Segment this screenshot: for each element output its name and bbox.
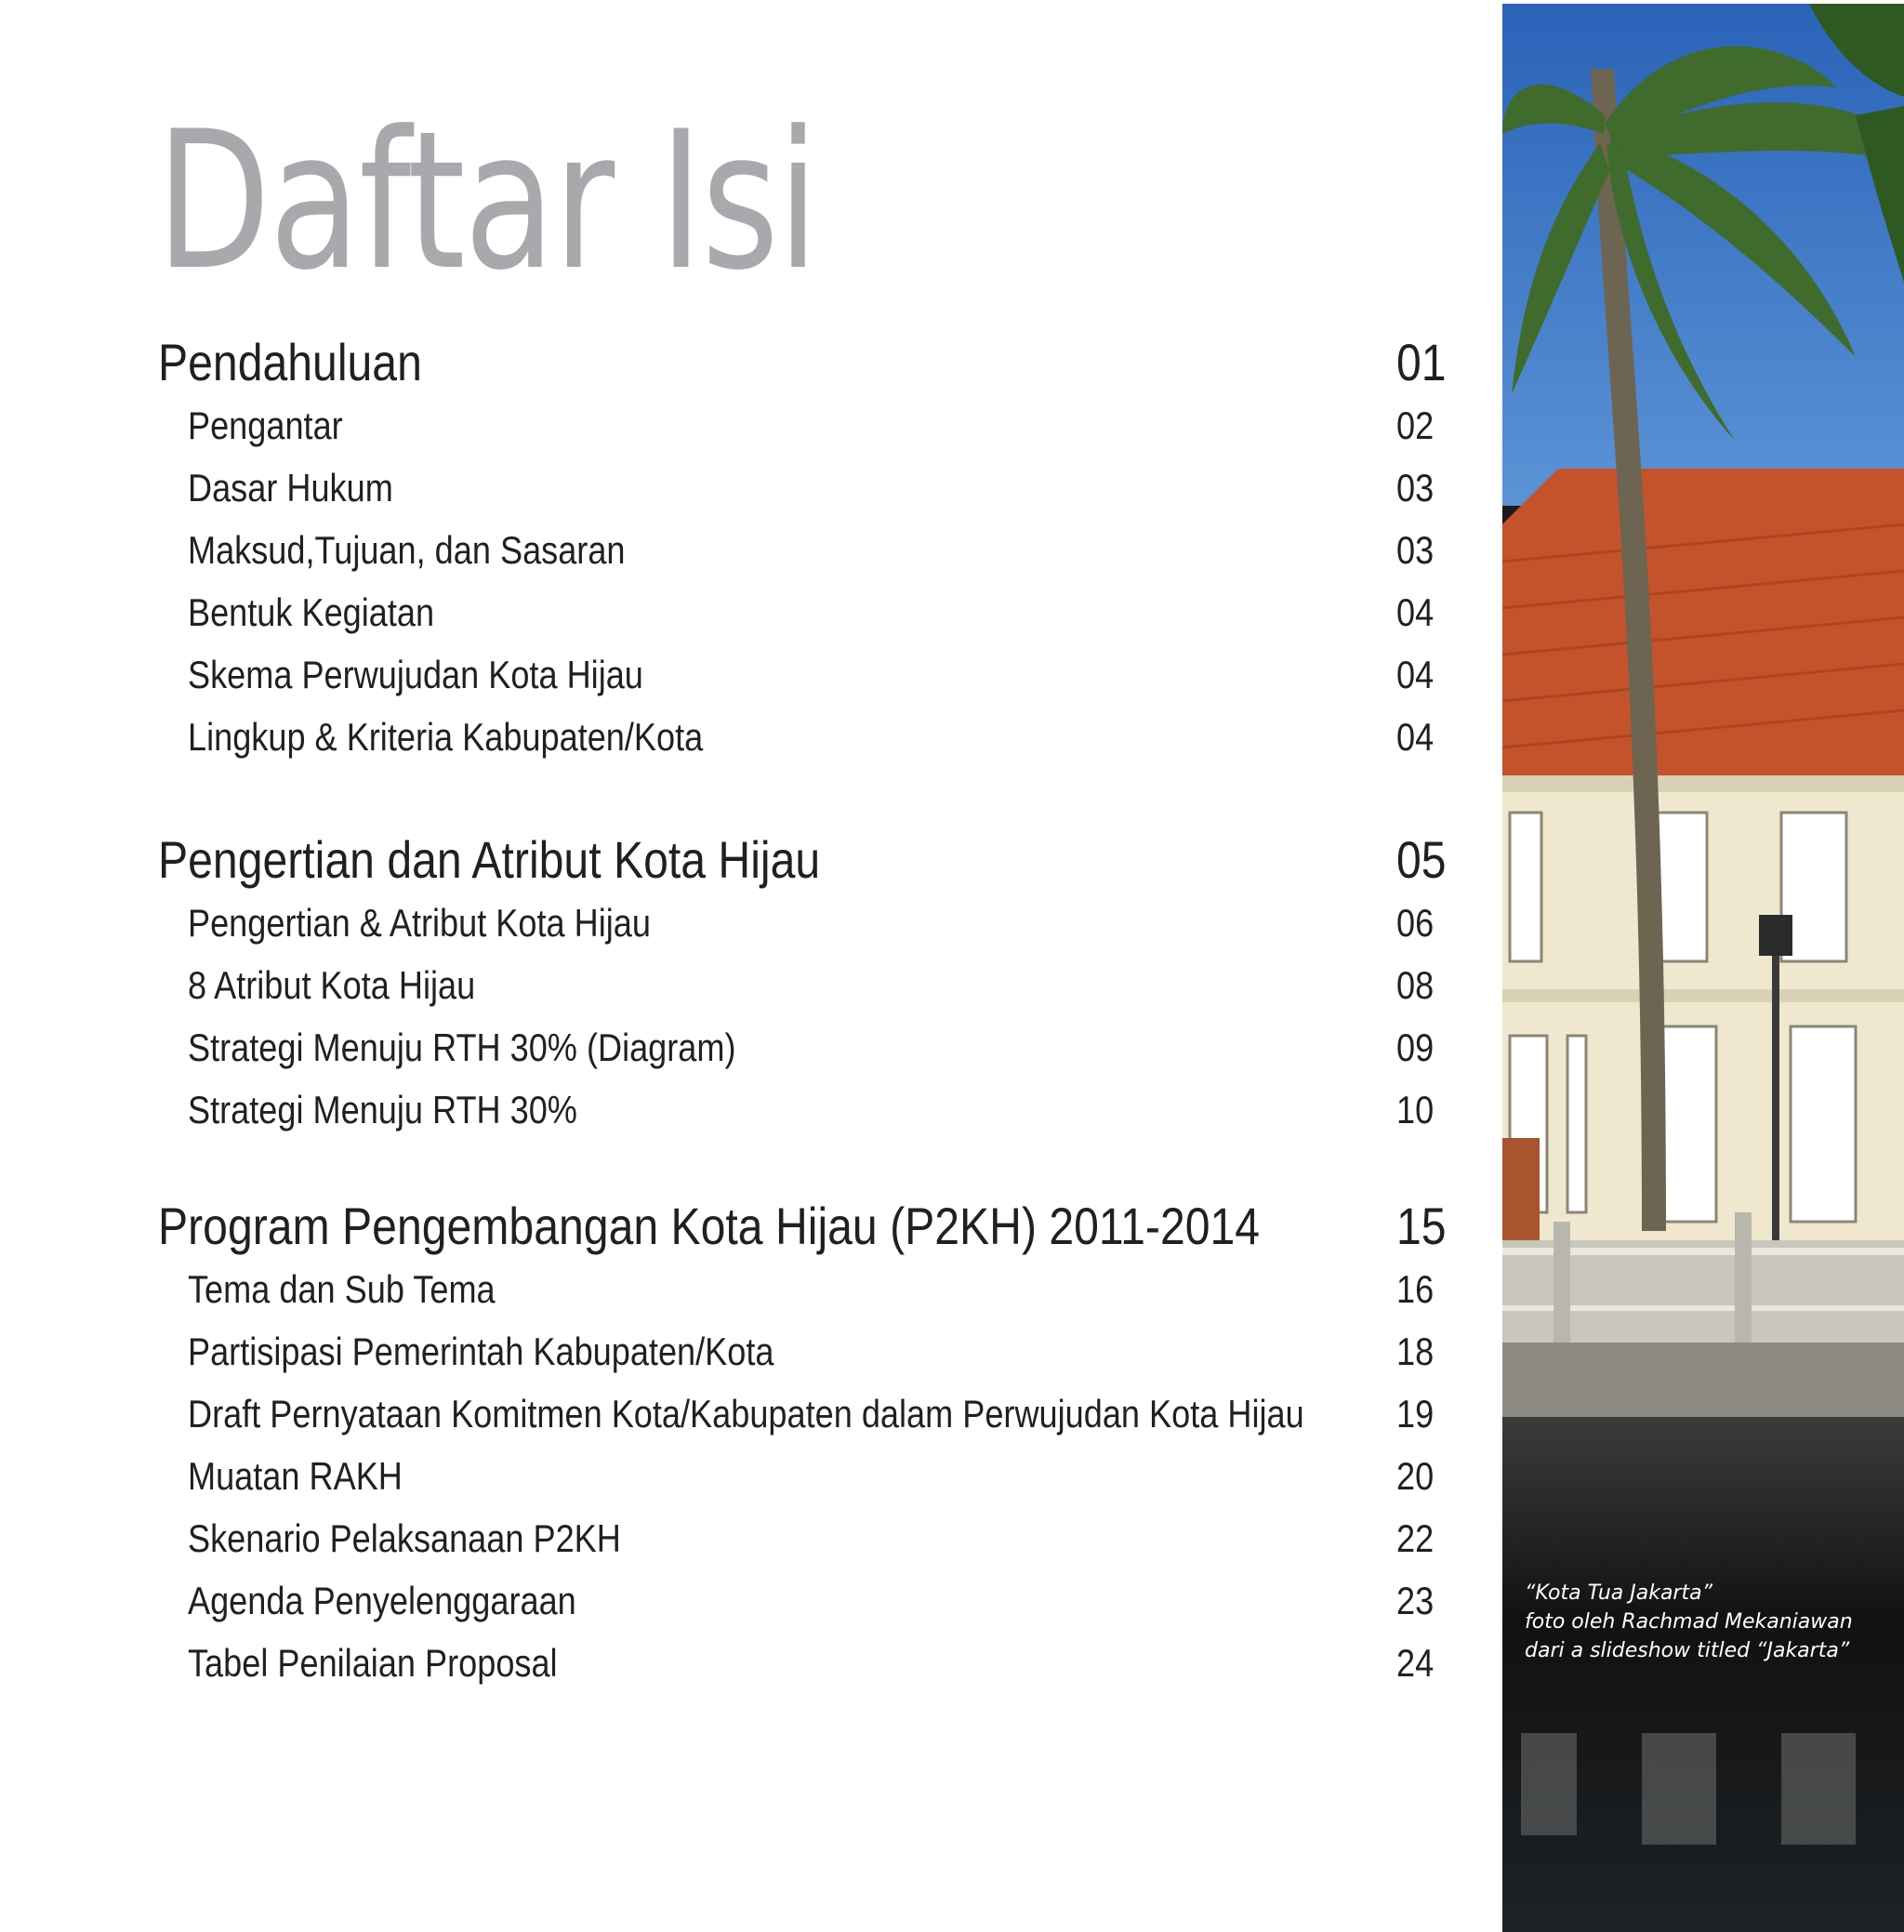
toc-entry-label: Dasar Hukum xyxy=(188,466,393,509)
page-title: Daftar Isi xyxy=(156,91,818,312)
toc-entry-label: Skenario Pelaksanaan P2KH xyxy=(188,1516,621,1560)
caption-line: “Kota Tua Jakarta” xyxy=(1525,1581,1712,1605)
toc-page-number: 06 xyxy=(1396,901,1435,945)
toc-entry-label: Muatan RAKH xyxy=(188,1454,403,1498)
caption-line: foto oleh Rachmad Mekaniawan xyxy=(1525,1610,1853,1634)
toc-page-number: 03 xyxy=(1396,528,1435,572)
toc-entry-label: Partisipasi Pemerintah Kabupaten/Kota xyxy=(188,1330,774,1373)
toc-page-number: 15 xyxy=(1396,1197,1447,1255)
toc-entry-label: Program Pengembangan Kota Hijau (P2KH) 2011-2014 xyxy=(158,1197,1261,1255)
toc-page-number: 05 xyxy=(1396,830,1447,889)
toc-entry-label: Pengertian & Atribut Kota Hijau xyxy=(188,901,651,945)
toc-page-number: 08 xyxy=(1396,963,1435,1007)
toc-entry-label: Pengantar xyxy=(188,404,343,447)
toc-page-number: 04 xyxy=(1396,653,1435,696)
toc-entry-label: 8 Atribut Kota Hijau xyxy=(188,963,476,1007)
caption-line: dari a slideshow titled “Jakarta” xyxy=(1525,1639,1850,1662)
toc-page-number: 18 xyxy=(1396,1330,1435,1373)
toc-page-number: 19 xyxy=(1396,1392,1435,1436)
toc-page-number: 20 xyxy=(1396,1454,1435,1498)
toc-page-number: 01 xyxy=(1396,333,1447,391)
toc-entry-label: Strategi Menuju RTH 30% xyxy=(188,1088,577,1131)
toc-entry-label: Pengertian dan Atribut Kota Hijau xyxy=(158,830,821,889)
toc-entry-label: Maksud,Tujuan, dan Sasaran xyxy=(188,528,626,572)
toc-page-number: 10 xyxy=(1396,1088,1435,1131)
toc-entry-label: Strategi Menuju RTH 30% (Diagram) xyxy=(188,1026,736,1069)
toc-entry-label: Tabel Penilaian Proposal xyxy=(188,1641,558,1685)
toc-entry-label: Tema dan Sub Tema xyxy=(188,1267,496,1311)
toc-entry-label: Draft Pernyataan Komitmen Kota/Kabupaten dalam Perwujudan Kota Hijau xyxy=(188,1392,1304,1436)
toc-page-number: 04 xyxy=(1396,715,1435,759)
toc-page-number: 09 xyxy=(1396,1026,1435,1069)
toc-page-number: 02 xyxy=(1396,404,1435,447)
toc-entry-label: Agenda Penyelenggaraan xyxy=(188,1579,576,1622)
toc-page-number: 16 xyxy=(1396,1267,1435,1311)
toc-page-number: 24 xyxy=(1396,1641,1435,1685)
toc-page-number: 03 xyxy=(1396,466,1435,509)
toc-page-number: 23 xyxy=(1396,1579,1435,1622)
toc-entry-label: Skema Perwujudan Kota Hijau xyxy=(188,653,643,696)
toc-page-number: 04 xyxy=(1396,590,1435,634)
toc-entry-label: Lingkup & Kriteria Kabupaten/Kota xyxy=(188,715,704,759)
toc-entry-label: Pendahuluan xyxy=(158,333,422,391)
photo-caption xyxy=(1525,1579,1897,1665)
toc-page-number: 22 xyxy=(1396,1516,1435,1560)
toc-entry-label: Bentuk Kegiatan xyxy=(188,590,435,634)
